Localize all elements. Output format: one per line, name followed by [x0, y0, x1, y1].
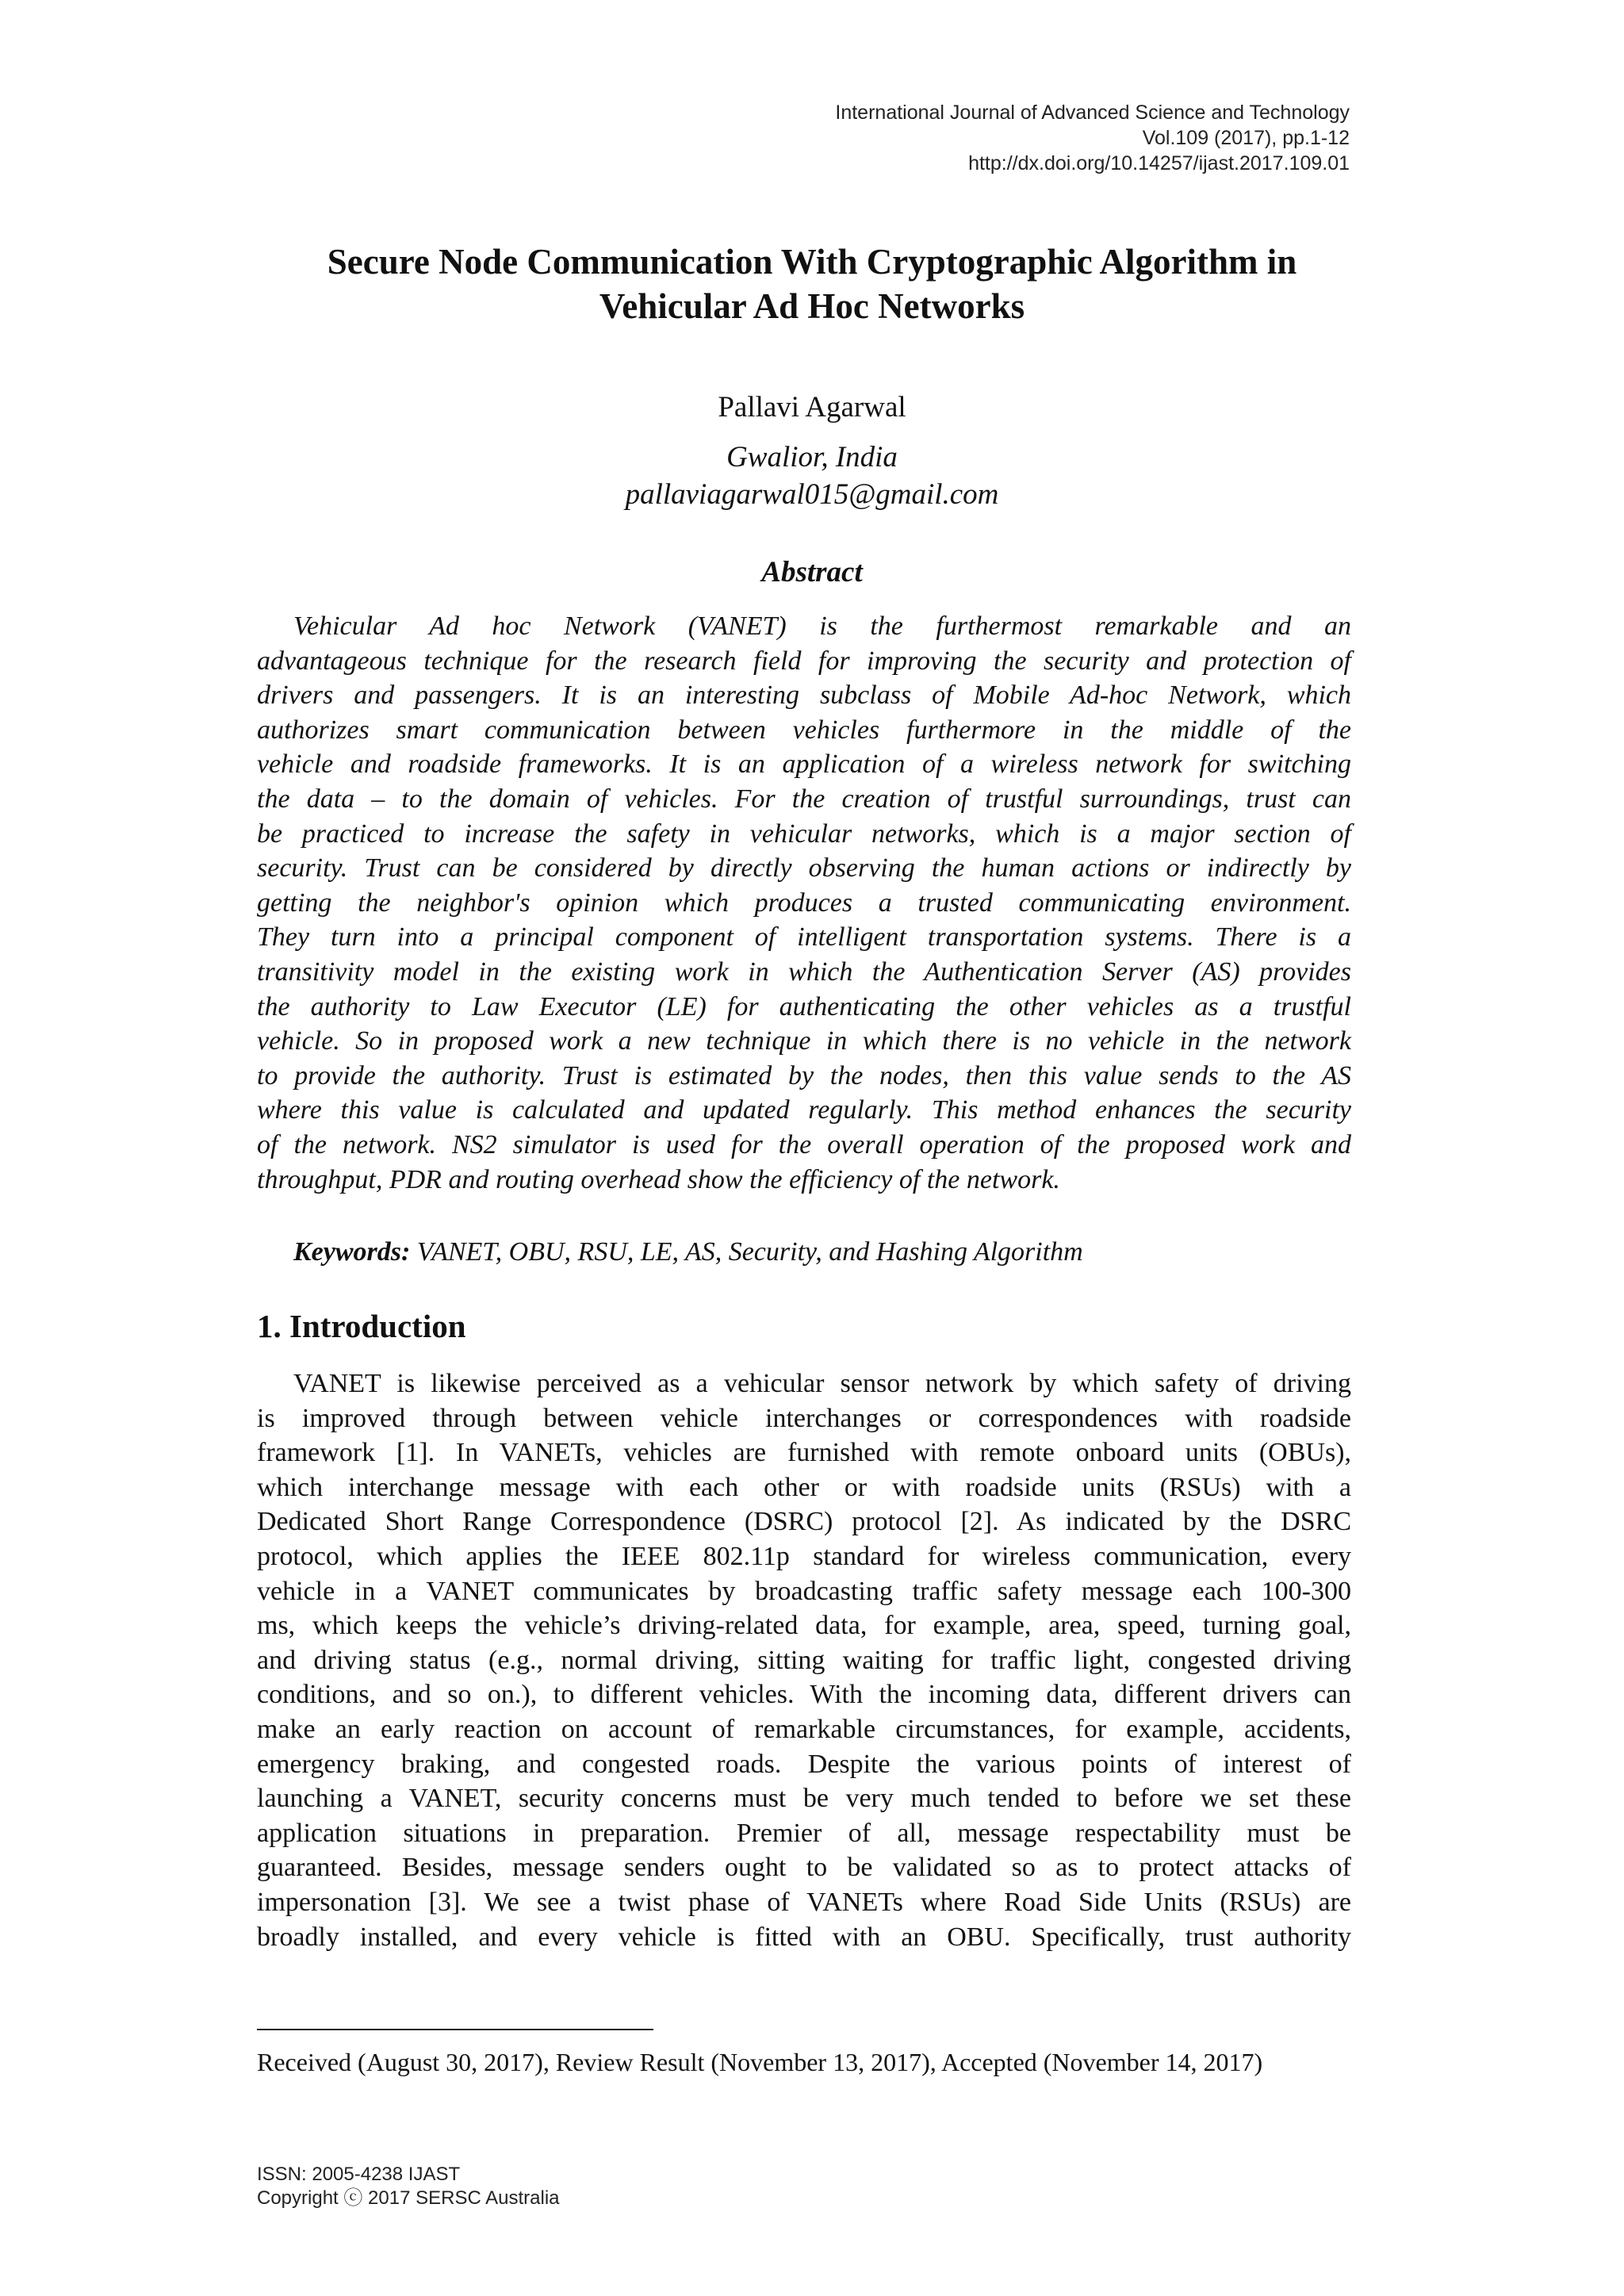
footer-issn: ISSN: 2005-4238 IJAST: [257, 2164, 461, 2185]
footnote-divider: [257, 2029, 653, 2030]
intro-line: framework [1]. In VANETs, vehicles are furnished with remote onboard units (OBUs),: [257, 1438, 1351, 1468]
intro-line: which interchange message with each other or with roadside units (RSUs) with a: [257, 1472, 1351, 1502]
author-affiliation: Gwalior, India: [726, 441, 898, 473]
keywords-text: VANET, OBU, RSU, LE, AS, Security, and Hashing Algorithm: [416, 1237, 1083, 1267]
intro-line: ms, which keeps the vehicle’s driving-related data, for example, area, speed, turning goal,: [257, 1611, 1351, 1641]
intro-line: make an early reaction on account of remarkable circumstances, for example, accidents,: [257, 1714, 1351, 1744]
abstract-heading: Abstract: [761, 556, 863, 588]
paper-title-line-2: Vehicular Ad Hoc Networks: [599, 286, 1025, 326]
footnote: Received (August 30, 2017), Review Result (November 13, 2017), Accepted (November 14, 2017): [257, 2048, 1263, 2076]
journal-doi-link[interactable]: http://dx.doi.org/10.14257/ijast.2017.109.01: [968, 152, 1350, 174]
abstract-line: They turn into a principal component of intelligent transportation systems. There is a: [257, 922, 1351, 953]
author-name: Pallavi Agarwal: [718, 391, 906, 424]
intro-line: protocol, which applies the IEEE 802.11p standard for wireless communication, every: [257, 1541, 1351, 1571]
intro-line: application situations in preparation. Premier of all, message respectability must be: [257, 1818, 1351, 1848]
abstract-line: vehicle. So in proposed work a new technique in which there is no vehicle in the network: [257, 1026, 1351, 1056]
keywords-label: Keywords:: [293, 1237, 411, 1267]
author-email[interactable]: pallaviagarwal015@gmail.com: [625, 478, 999, 511]
intro-line: broadly installed, and every vehicle is fitted with an OBU. Specifically, trust authority: [257, 1922, 1351, 1952]
journal-name: International Journal of Advanced Science and Technology: [835, 102, 1350, 124]
intro-line: emergency braking, and congested roads. Despite the various points of interest of: [257, 1749, 1351, 1779]
section-heading: 1. Introduction: [257, 1308, 466, 1344]
intro-line: launching a VANET, security concerns must be very much tended to before we set these: [257, 1784, 1351, 1814]
intro-body: [257, 1366, 1351, 1954]
intro-line: impersonation [3]. We see a twist phase of VANETs where Road Side Units (RSUs) are: [257, 1887, 1351, 1917]
paper-title: [0, 240, 1624, 328]
intro-line: is improved through between vehicle interchanges or correspondences with roadside: [257, 1403, 1351, 1433]
footer-copyright: Copyright ⓒ 2017 SERSC Australia: [257, 2187, 560, 2209]
abstract-line: the data – to the domain of vehicles. For the creation of trustful surroundings, trust can: [257, 784, 1351, 814]
intro-line: and driving status (e.g., normal driving, sitting waiting for traffic light, congested driving: [257, 1645, 1351, 1675]
abstract-line: authorizes smart communication between vehicles furthermore in the middle of the: [257, 715, 1351, 745]
journal-volume: Vol.109 (2017), pp.1-12: [1142, 127, 1350, 149]
author-block: [0, 389, 1624, 513]
page-footer: [257, 2163, 560, 2210]
abstract-line: Vehicular Ad hoc Network (VANET) is the furthermost remarkable and an: [293, 611, 1351, 641]
abstract-line: drivers and passengers. It is an interesting subclass of Mobile Ad-hoc Network, which: [257, 680, 1351, 711]
abstract-line: transitivity model in the existing work in which the Authentication Server (AS) provides: [257, 956, 1351, 987]
keywords: [293, 1237, 1083, 1267]
abstract-line: where this value is calculated and updated regularly. This method enhances the security: [257, 1095, 1351, 1125]
abstract-line: advantageous technique for the research field for improving the security and protection of: [257, 646, 1351, 676]
paper-title-line-1: Secure Node Communication With Cryptographic Algorithm in: [327, 242, 1297, 282]
abstract-line: be practiced to increase the safety in vehicular networks, which is a major section of: [257, 818, 1351, 849]
intro-line: VANET is likewise perceived as a vehicular sensor network by which safety of driving: [293, 1369, 1351, 1398]
intro-line: conditions, and so on.), to different vehicles. With the incoming data, different drivers can: [257, 1680, 1351, 1710]
abstract-line: the authority to Law Executor (LE) for authenticating the other vehicles as a trustful: [257, 991, 1351, 1022]
abstract-line: vehicle and roadside frameworks. It is an application of a wireless network for switching: [257, 749, 1351, 780]
intro-line: vehicle in a VANET communicates by broadcasting traffic safety message each 100-300: [257, 1576, 1351, 1606]
intro-line: Dedicated Short Range Correspondence (DSRC) protocol [2]. As indicated by the DSRC: [257, 1507, 1351, 1537]
journal-header: [835, 100, 1350, 176]
abstract-line: security. Trust can be considered by directly observing the human actions or indirectly by: [257, 853, 1351, 884]
abstract-body: [257, 609, 1351, 1197]
abstract-line: throughput, PDR and routing overhead show the efficiency of the network.: [257, 1164, 1060, 1194]
intro-line: guaranteed. Besides, message senders ought to be validated so as to protect attacks of: [257, 1853, 1351, 1883]
abstract-line: to provide the authority. Trust is estimated by the nodes, then this value sends to the AS: [257, 1060, 1351, 1091]
abstract-line: of the network. NS2 simulator is used for the overall operation of the proposed work and: [257, 1129, 1351, 1159]
abstract-line: getting the neighbor's opinion which produces a trusted communicating environment.: [257, 887, 1351, 918]
